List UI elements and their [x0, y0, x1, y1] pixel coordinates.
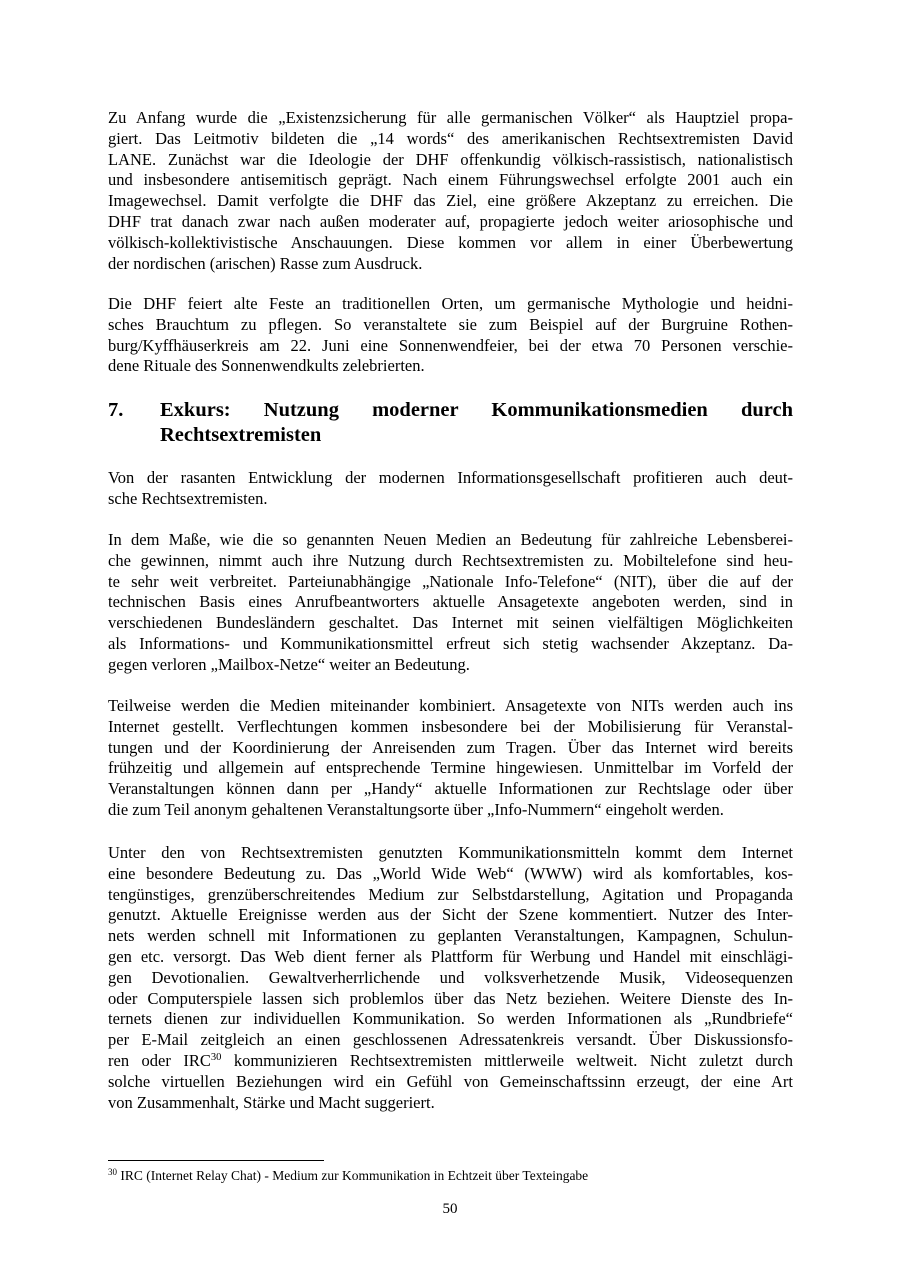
text-line: gen Devotionalien. Gewaltverherrlichende und volksverhetzende Musik, Videosequenzen	[108, 967, 793, 987]
text-line: völkisch-kollektivistische Anschauungen. Diese kommen vor allem in einer Überbewertung	[108, 232, 793, 252]
footnote	[108, 1167, 793, 1184]
text-line: Zu Anfang wurde die „Existenzsicherung für alle germanischen Völker“ als Hauptziel propa-	[108, 108, 793, 127]
text-line: Unter den von Rechtsextremisten genutzten Kommunikationsmitteln kommt dem Internet	[108, 843, 793, 862]
text-line: te sehr weit verbreitet. Parteiunabhängige „Nationale Info-Telefone“ (NIT), über die auf der	[108, 571, 793, 591]
text-line: gen etc. versorgt. Das Web dient ferner als Plattform für Werbung und Handel mit einschlägi-	[108, 946, 793, 966]
section-title-line: Rechtsextremisten	[160, 424, 322, 446]
text-line: frühzeitig und allgemein auf entsprechende Termine hingewiesen. Unmittelbar im Vorfeld der	[108, 758, 793, 778]
text-line: Imagewechsel. Damit verfolgte die DHF das Ziel, eine größere Akzeptanz zu erreichen. Die	[108, 191, 793, 211]
text-line: che gewinnen, nimmt auch ihre Nutzung durch Rechtsextremisten zu. Mobiltelefone sind heu-	[108, 550, 793, 570]
text-line: DHF trat danach zwar nach außen moderater auf, propagierte jedoch weiter ariosophische und	[108, 211, 793, 231]
text-line: genutzt. Aktuelle Ereignisse werden aus der Sicht der Szene kommentiert. Nutzer des Inter-	[108, 905, 793, 925]
text-line: gegen verloren „Mailbox-Netze“ weiter an Bedeutung.	[108, 654, 470, 674]
text-line: eine besondere Bedeutung zu. Das „World Wide Web“ (WWW) wird als komfortables, kos-	[108, 863, 793, 883]
footnote-text: IRC (Internet Relay Chat) - Medium zur Kommunikation in Echtzeit über Texteingabe	[117, 1168, 589, 1183]
page-number: 50	[442, 1201, 458, 1217]
text-line: von Zusammenhalt, Stärke und Macht suggeriert.	[108, 1092, 435, 1112]
paragraph-dhf-festivals	[108, 294, 793, 377]
paragraph-dhf-ideology	[108, 108, 793, 274]
text-fragment: ren oder IRC	[108, 1050, 211, 1070]
footnote-reference[interactable]: 30	[210, 1051, 222, 1063]
text-line: LANE. Zunächst war die Ideologie der DHF offenkundig völkisch-rassistisch, nationalistisch	[108, 149, 793, 169]
section-title	[160, 398, 793, 448]
text-line: tungen und der Koordinierung der Anreisenden zum Tragen. Über das Internet wird bereits	[108, 737, 793, 757]
text-line: als Informations- und Kommunikationsmittel erfreut sich stetig wachsender Akzeptanz. Da-	[108, 633, 793, 653]
text-line: und insbesondere antisemitisch geprägt. Nach einem Führungswechsel erfolgte 2001 auch ein	[108, 170, 793, 190]
text-line: solche virtuellen Beziehungen wird ein Gefühl von Gemeinschaftssinn erzeugt, der eine Art	[108, 1071, 793, 1091]
text-line: technischen Basis eines Anrufbeantworters aktuelle Ansagetexte angeboten werden, sind in	[108, 592, 793, 612]
text-line: tengünstiges, grenzüberschreitendes Medium zur Selbstdarstellung, Agitation und Propaganda	[108, 884, 793, 904]
text-line: per E-Mail zeitgleich an einen geschlossenen Adressatenkreis versandt. Über Diskussionsfo-	[108, 1030, 793, 1050]
text-line: Teilweise werden die Medien miteinander kombiniert. Ansagetexte von NITs werden auch ins	[108, 696, 793, 715]
text-line: der nordischen (arischen) Rasse zum Ausdruck.	[108, 253, 423, 273]
text-line: dene Rituale des Sonnenwendkults zelebrierten.	[108, 356, 425, 376]
paragraph-internet	[108, 843, 793, 1113]
text-line: Internet gestellt. Verflechtungen kommen insbesondere bei der Mobilisierung für Veranstal-	[108, 716, 793, 736]
text-line: sche Rechtsextremisten.	[108, 488, 268, 508]
text-line: In dem Maße, wie die so genannten Neuen Medien an Bedeutung für zahlreiche Lebensberei-	[108, 530, 793, 549]
text-line: Veranstaltungen können dann per „Handy“ aktuelle Informationen zur Rechtslage oder über	[108, 779, 793, 799]
text-line: oder Computerspiele lassen sich problemlos über das Netz beziehen. Weitere Dienste des In-	[108, 988, 793, 1008]
text-line-with-footnote	[108, 1051, 793, 1072]
footnote-divider	[108, 1160, 324, 1161]
text-line: die zum Teil anonym gehaltenen Veranstaltungsorte über „Info-Nummern“ eingeholt werden.	[108, 799, 724, 819]
text-line: verschiedenen Bundesländern geschaltet. Das Internet mit seinen vielfältigen Möglichkeiten	[108, 613, 793, 633]
text-line: nets werden schnell mit Informationen zu geplanten Veranstaltungen, Kampagnen, Schulun-	[108, 926, 793, 946]
text-line: Von der rasanten Entwicklung der modernen Informationsgesellschaft profitieren auch deut-	[108, 468, 793, 487]
text-fragment: kommunizieren Rechtsextremisten mittlerweile weltweit. Nicht zuletzt durch	[221, 1050, 793, 1070]
text-line: Die DHF feiert alte Feste an traditionellen Orten, um germanische Mythologie und heidni-	[108, 294, 793, 313]
paragraph-combined-media	[108, 696, 793, 821]
text-line: burg/Kyffhäuserkreis am 22. Juni eine Sonnenwendfeier, bei der etwa 70 Personen verschie-	[108, 335, 793, 355]
section-number: 7.	[108, 399, 124, 421]
footnote-marker: 30	[108, 1167, 117, 1177]
paragraph-intro	[108, 468, 793, 510]
section-title-line: Exkurs: Nutzung moderner Kommunikationsmedien durch	[160, 399, 793, 421]
text-line: sches Brauchtum zu pflegen. So veranstaltete sie zum Beispiel auf der Burgruine Rothen-	[108, 314, 793, 334]
text-line: ternets dienen zur individuellen Kommunikation. So werden Informationen als „Rundbriefe“	[108, 1009, 793, 1029]
text-line: giert. Das Leitmotiv bildeten die „14 words“ des amerikanischen Rechtsextremisten David	[108, 128, 793, 148]
paragraph-new-media	[108, 530, 793, 676]
